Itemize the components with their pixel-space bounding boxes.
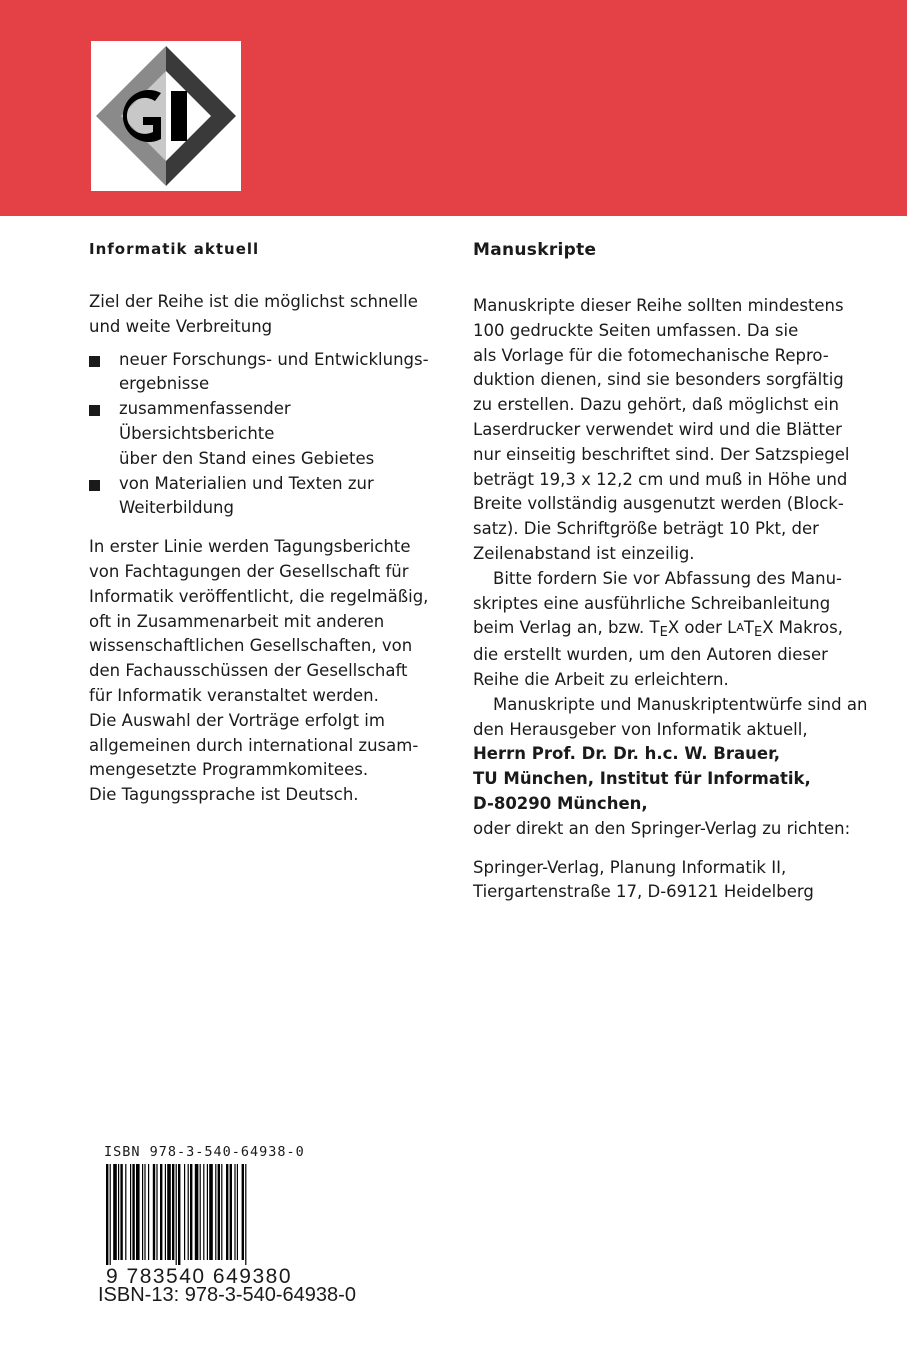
- body-line: allgemeinen durch international zusam-: [89, 735, 419, 755]
- body-line: den Fachausschüssen der Gesellschaft: [89, 661, 408, 681]
- gi-logo-icon: [91, 41, 241, 191]
- barcode-bar: [230, 1164, 232, 1260]
- text-fragment: X Makros,: [762, 618, 843, 638]
- list-item: [89, 472, 429, 522]
- isbn-top-label: ISBN 978-3-540-64938-0: [104, 1144, 305, 1160]
- body-line: Die Auswahl der Vorträge erfolgt im: [89, 710, 385, 730]
- isbn-13-label: ISBN-13: 978-3-540-64938-0: [98, 1284, 356, 1306]
- body-line: zu erstellen. Dazu gehört, daß möglichst ein: [473, 395, 839, 415]
- barcode-bar: [242, 1164, 244, 1260]
- barcode-bar: [190, 1164, 192, 1260]
- barcode-bar: [153, 1164, 155, 1260]
- barcode-bar: [125, 1164, 126, 1260]
- barcode-bar: [142, 1164, 143, 1260]
- bullet-line: ergebnisse: [119, 374, 210, 394]
- body-line: Informatik veröffentlicht, die regelmäßig,: [89, 586, 429, 606]
- barcode-bar: [188, 1164, 189, 1260]
- barcode-bar: [178, 1164, 180, 1268]
- bullet-line: über den Stand eines Gebietes: [119, 448, 375, 468]
- bullet-line: von Materialien und Texten zur: [119, 473, 374, 493]
- body-line: nur einseitig beschriftet sind. Der Satzspiegel: [473, 444, 850, 464]
- right-column: [473, 240, 873, 905]
- series-body: [89, 535, 429, 808]
- barcode-bar: [215, 1164, 216, 1260]
- intro-line: und weite Verbreitung: [89, 316, 273, 336]
- body-line: oft in Zusammenarbeit mit anderen: [89, 611, 385, 631]
- series-heading: Informatik aktuell: [89, 240, 260, 258]
- barcode-bar: [237, 1164, 238, 1260]
- manuscripts-para-2: [473, 567, 873, 693]
- barcode-bar: [195, 1164, 199, 1260]
- barcode-bar: [184, 1164, 185, 1260]
- body-line: Breite vollständig ausgenutzt werden (Block-: [473, 494, 844, 514]
- barcode-bar: [144, 1164, 145, 1260]
- barcode-block: [104, 1144, 334, 1289]
- latex-e: E: [753, 625, 763, 641]
- barcode-bar: [130, 1164, 131, 1260]
- barcode-bar: [113, 1164, 117, 1260]
- body-line: beträgt 19,3 x 12,2 cm und muß in Höhe und: [473, 469, 848, 489]
- barcode-bar: [118, 1164, 119, 1260]
- barcode-bar: [200, 1164, 201, 1260]
- barcode-bar: [203, 1164, 204, 1260]
- intro-line: Ziel der Reihe ist die möglichst schnelle: [89, 292, 418, 311]
- body-line: Reihe die Arbeit zu erleichtern.: [473, 669, 729, 689]
- series-intro: [89, 290, 429, 340]
- barcode-bar: [245, 1164, 246, 1268]
- publisher-line: Springer-Verlag, Planung Informatik II,: [473, 857, 787, 877]
- list-item: [89, 397, 429, 471]
- barcode-bar: [172, 1164, 174, 1260]
- body-line: oder direkt an den Springer-Verlag zu richten:: [473, 818, 851, 838]
- barcode-bar: [148, 1164, 149, 1260]
- body-line: wissenschaftlichen Gesellschaften, von: [89, 636, 413, 656]
- body-line: Laserdrucker verwendet wird und die Blätter: [473, 419, 842, 439]
- body-line: mengesetzte Programmkomitees.: [89, 760, 369, 780]
- body-line: die erstellt wurden, um den Autoren dieser: [473, 645, 828, 665]
- latex-a: A: [736, 621, 744, 635]
- barcode-bar: [110, 1164, 111, 1268]
- barcode-bar: [209, 1164, 213, 1260]
- barcode-bar: [132, 1164, 134, 1260]
- list-item: [89, 348, 429, 398]
- barcode-bar: [167, 1164, 171, 1260]
- text-fragment: beim Verlag an, bzw. T: [473, 618, 660, 638]
- barcode-bar: [160, 1164, 162, 1260]
- square-bullet-icon: [89, 480, 100, 491]
- barcode-digits: 9 783540 649380: [106, 1265, 292, 1288]
- editor-address-line: TU München, Institut für Informatik,: [473, 769, 811, 789]
- body-line: für Informatik veranstaltet werden.: [89, 685, 379, 705]
- barcode-icon: [104, 1164, 314, 1268]
- publisher-line: Tiergartenstraße 17, D-69121 Heidelberg: [473, 882, 814, 902]
- manuscripts-para-3: [473, 693, 873, 842]
- barcode-bar: [136, 1164, 140, 1260]
- manuscripts-para-1: [473, 294, 873, 567]
- body-line: satz). Die Schriftgröße beträgt 10 Pkt, der: [473, 519, 819, 539]
- bullet-line: neuer Forschungs- und Entwicklungs-: [119, 349, 429, 369]
- body-line: Zeilenabstand ist einzeilig.: [473, 543, 695, 563]
- barcode-bar: [176, 1164, 177, 1268]
- text-fragment: X oder L: [667, 618, 737, 638]
- body-line: Manuskripte und Manuskriptentwürfe sind an: [493, 694, 868, 714]
- publisher-address: [473, 856, 873, 906]
- square-bullet-icon: [89, 356, 100, 367]
- square-bullet-icon: [89, 405, 100, 416]
- gi-logo: [91, 41, 241, 191]
- body-line: duktion dienen, sind sie besonders sorgfältig: [473, 370, 844, 390]
- barcode-bar: [165, 1164, 166, 1260]
- editor-address-line: Herrn Prof. Dr. Dr. h.c. W. Brauer,: [473, 744, 781, 764]
- tex-e: E: [659, 625, 668, 641]
- barcode-bar: [234, 1164, 235, 1260]
- body-line: Die Tagungssprache ist Deutsch.: [89, 785, 359, 805]
- left-column: [89, 240, 429, 808]
- body-line: den Herausgeber von Informatik aktuell,: [473, 719, 808, 739]
- body-line: In erster Linie werden Tagungsberichte: [89, 537, 411, 557]
- body-line: 100 gedruckte Seiten umfassen. Da sie: [473, 320, 799, 340]
- barcode-bar: [221, 1164, 222, 1260]
- body-line: Manuskripte dieser Reihe sollten mindestens: [473, 296, 844, 315]
- body-line-tex: [473, 616, 873, 643]
- body-line: skriptes eine ausführliche Schreibanleitung: [473, 593, 831, 613]
- body-line: von Fachtagungen der Gesellschaft für: [89, 561, 409, 581]
- barcode-bar: [156, 1164, 157, 1260]
- logo-text: GI: [91, 41, 93, 42]
- editor-address-line: D-80290 München,: [473, 793, 648, 813]
- bullet-line: Weiterbildung: [119, 498, 234, 518]
- body-line: als Vorlage für die fotomechanische Repro-: [473, 345, 829, 365]
- barcode-bar: [207, 1164, 208, 1260]
- top-red-band: [0, 0, 907, 216]
- bullet-line: zusammenfassender Übersichtsberichte: [119, 399, 291, 443]
- barcode-bar: [120, 1164, 122, 1260]
- barcode-bar: [218, 1164, 220, 1260]
- barcode-bar: [106, 1164, 108, 1268]
- manuscripts-heading: Manuskripte: [473, 240, 597, 260]
- barcode-bar: [226, 1164, 228, 1260]
- goals-list: [89, 348, 429, 522]
- body-line: Bitte fordern Sie vor Abfassung des Manu-: [493, 568, 842, 588]
- text-fragment: T: [743, 618, 754, 638]
